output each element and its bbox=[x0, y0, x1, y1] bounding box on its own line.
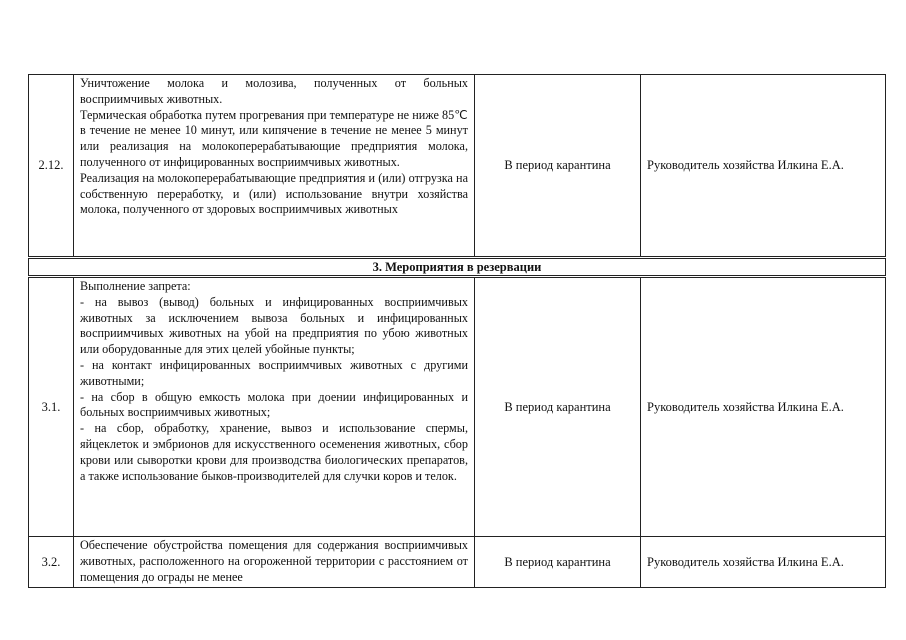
responsible-cell: Руководитель хозяйства Илкина Е.А. bbox=[641, 537, 886, 588]
description-paragraph: Уничтожение молока и молозива, полученных от больных восприимчивых животных. bbox=[80, 76, 468, 106]
period-cell: В период карантина bbox=[475, 277, 641, 537]
measure-description bbox=[74, 277, 475, 537]
measure-description bbox=[74, 537, 475, 588]
responsible-cell: Руководитель хозяйства Илкина Е.А. bbox=[641, 277, 886, 537]
description-paragraph: - на контакт инфицированных восприимчивых животных с другими животными; bbox=[80, 357, 468, 388]
row-number: 3.1. bbox=[29, 277, 74, 537]
row-number: 2.12. bbox=[29, 75, 74, 258]
description-paragraph: Термическая обработка путем прогревания при температуре не ниже 85℃ в течение не менее 10 минут, или кипячение в течение не менее 5 минут или реализация на молокоперерабатывающие предприятия молока, полученного от инфицированных восприимчивых животных. bbox=[80, 107, 468, 169]
table-row bbox=[29, 537, 886, 588]
description-paragraph: - на сбор в общую емкость молока при доении инфицированных и больных восприимчивых животных; bbox=[80, 389, 468, 420]
responsible-cell: Руководитель хозяйства Илкина Е.А. bbox=[641, 75, 886, 258]
section-header-row bbox=[29, 258, 886, 277]
section-title: 3. Мероприятия в резервации bbox=[29, 258, 886, 277]
measures-table bbox=[28, 74, 886, 588]
description-paragraph: - на сбор, обработку, хранение, вывоз и использование спермы, яйцеклеток и эмбрионов для искусственного осеменения животных, сбор крови или сыворотки крови для производства биологических препаратов, а также использование быков-производителей для случки коров и телок. bbox=[80, 421, 468, 483]
row-number: 3.2. bbox=[29, 537, 74, 588]
measure-description bbox=[74, 75, 475, 258]
period-cell: В период карантина bbox=[475, 75, 641, 258]
period-cell: В период карантина bbox=[475, 537, 641, 588]
description-paragraph: Выполнение запрета: bbox=[80, 279, 191, 293]
table-row bbox=[29, 277, 886, 537]
description-paragraph: Реализация на молокоперерабатывающие предприятия и (или) отгрузка на собственную переработку, и (или) использование внутри хозяйства молока, полученного от здоровых восприимчивых животных bbox=[80, 170, 468, 217]
description-paragraph: Обеспечение обустройства помещения для содержания восприимчивых животных, расположенного на огороженной территории с расстоянием от помещения до ограды не менее bbox=[80, 538, 468, 584]
description-paragraph: - на вывоз (вывод) больных и инфицированных восприимчивых животных за исключением вывоза больных и инфицированных восприимчивых животных на убой на предприятия по убою животных или оборудованные для этих целей убойные пункты; bbox=[80, 294, 468, 357]
table-row bbox=[29, 75, 886, 258]
